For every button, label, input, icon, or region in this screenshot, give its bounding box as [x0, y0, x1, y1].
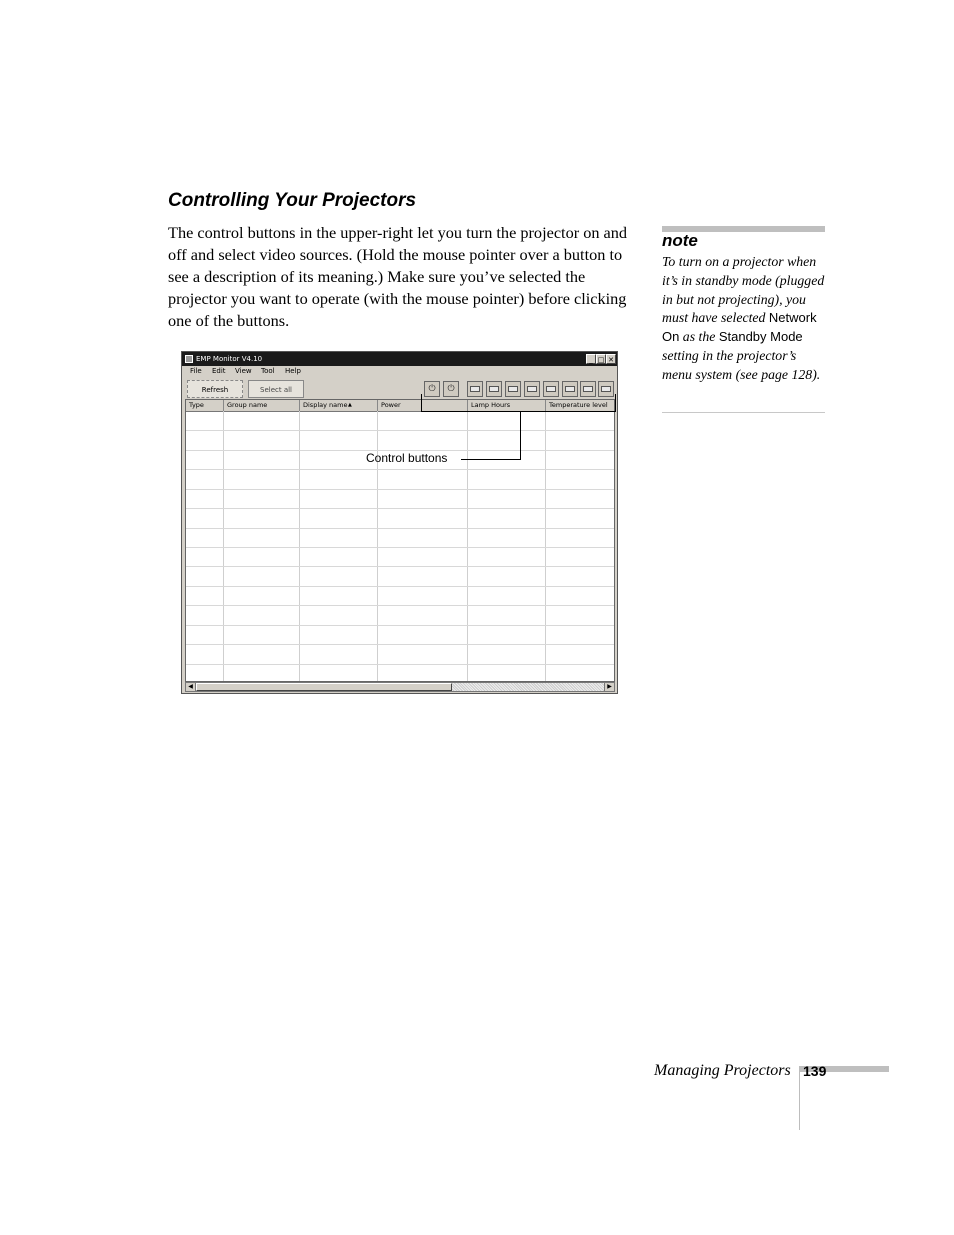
grid-line: [186, 528, 614, 529]
grid-line: [186, 547, 614, 548]
note-text-mid: as the: [679, 329, 719, 345]
column-lamp-hours[interactable]: Lamp Hours: [468, 400, 546, 411]
grid-line: [186, 644, 614, 645]
power-off-icon[interactable]: ⏻: [443, 381, 459, 397]
note-setting-network-on: Network On: [662, 310, 817, 345]
grid-line: [545, 411, 546, 681]
grid-line: [186, 664, 614, 665]
column-display-name-label: Display name: [303, 401, 348, 409]
refresh-button[interactable]: Refresh: [187, 380, 243, 398]
grid-line: [186, 605, 614, 606]
note-text: [662, 253, 828, 385]
power-on-icon[interactable]: ⏻: [424, 381, 440, 397]
grid-line: [299, 411, 300, 681]
scrollbar-thumb[interactable]: [196, 683, 452, 691]
horizontal-scrollbar[interactable]: [185, 682, 615, 692]
grid-line: [186, 469, 614, 470]
menu-tool[interactable]: Tool: [261, 367, 275, 375]
grid-line: [223, 411, 224, 681]
menu-edit[interactable]: Edit: [212, 367, 226, 375]
callout-leader-horizontal: [461, 459, 521, 460]
grid-line: [186, 625, 614, 626]
column-temperature-level[interactable]: Temperature level: [546, 400, 615, 411]
close-icon[interactable]: ✕: [606, 354, 616, 364]
grid-line: [186, 586, 614, 587]
minimize-icon[interactable]: _: [586, 354, 596, 364]
menu-view[interactable]: View: [235, 367, 252, 375]
scroll-right-icon[interactable]: ▶: [604, 683, 614, 691]
maximize-icon[interactable]: □: [597, 356, 605, 364]
page-number: 139: [803, 1063, 827, 1079]
sort-ascending-icon: ▲: [348, 402, 352, 408]
menu-file[interactable]: File: [190, 367, 202, 375]
callout-leader-vertical: [520, 412, 521, 460]
footer-divider: [799, 1066, 800, 1130]
column-power[interactable]: Power: [378, 400, 468, 411]
note-text-after: setting in the projector’s menu system (see page 128).: [662, 347, 821, 382]
control-buttons-callout: Control buttons: [366, 451, 448, 465]
grid-line: [186, 430, 614, 431]
control-buttons-bracket: [421, 394, 616, 412]
grid-line: [186, 508, 614, 509]
footer-section-title: Managing Projectors: [654, 1062, 791, 1079]
select-all-button[interactable]: Select all: [248, 380, 304, 398]
column-display-name[interactable]: [300, 400, 378, 411]
window-titlebar: [182, 352, 617, 366]
body-paragraph: The control buttons in the upper-right let you turn the projector on and off and select video sources. (Hold the mouse pointer over a button to see a description of its meaning.) Make sure you’ve selected the projector you want to operate (with the mouse pointer) before clicking one of the buttons.: [168, 223, 628, 330]
note-setting-standby-mode: Standby Mode: [718, 329, 803, 345]
note-rule: [662, 412, 825, 413]
grid-line: [467, 411, 468, 681]
menu-bar: [182, 366, 617, 377]
section-heading: Controlling Your Projectors: [168, 190, 417, 211]
note-text-before: To turn on a projector when it’s in standby mode (plugged in but not projecting), you must have selected: [662, 254, 825, 326]
scroll-left-icon[interactable]: ◀: [186, 683, 196, 691]
column-type[interactable]: Type: [186, 400, 224, 411]
grid-line: [186, 566, 614, 567]
projector-list[interactable]: [185, 399, 615, 682]
grid-line: [186, 489, 614, 490]
menu-help[interactable]: Help: [285, 367, 301, 375]
column-group-name[interactable]: Group name: [224, 400, 300, 411]
app-icon: [185, 355, 193, 363]
window-title: EMP Monitor V4.10: [196, 355, 263, 363]
note-title: note: [662, 231, 698, 250]
